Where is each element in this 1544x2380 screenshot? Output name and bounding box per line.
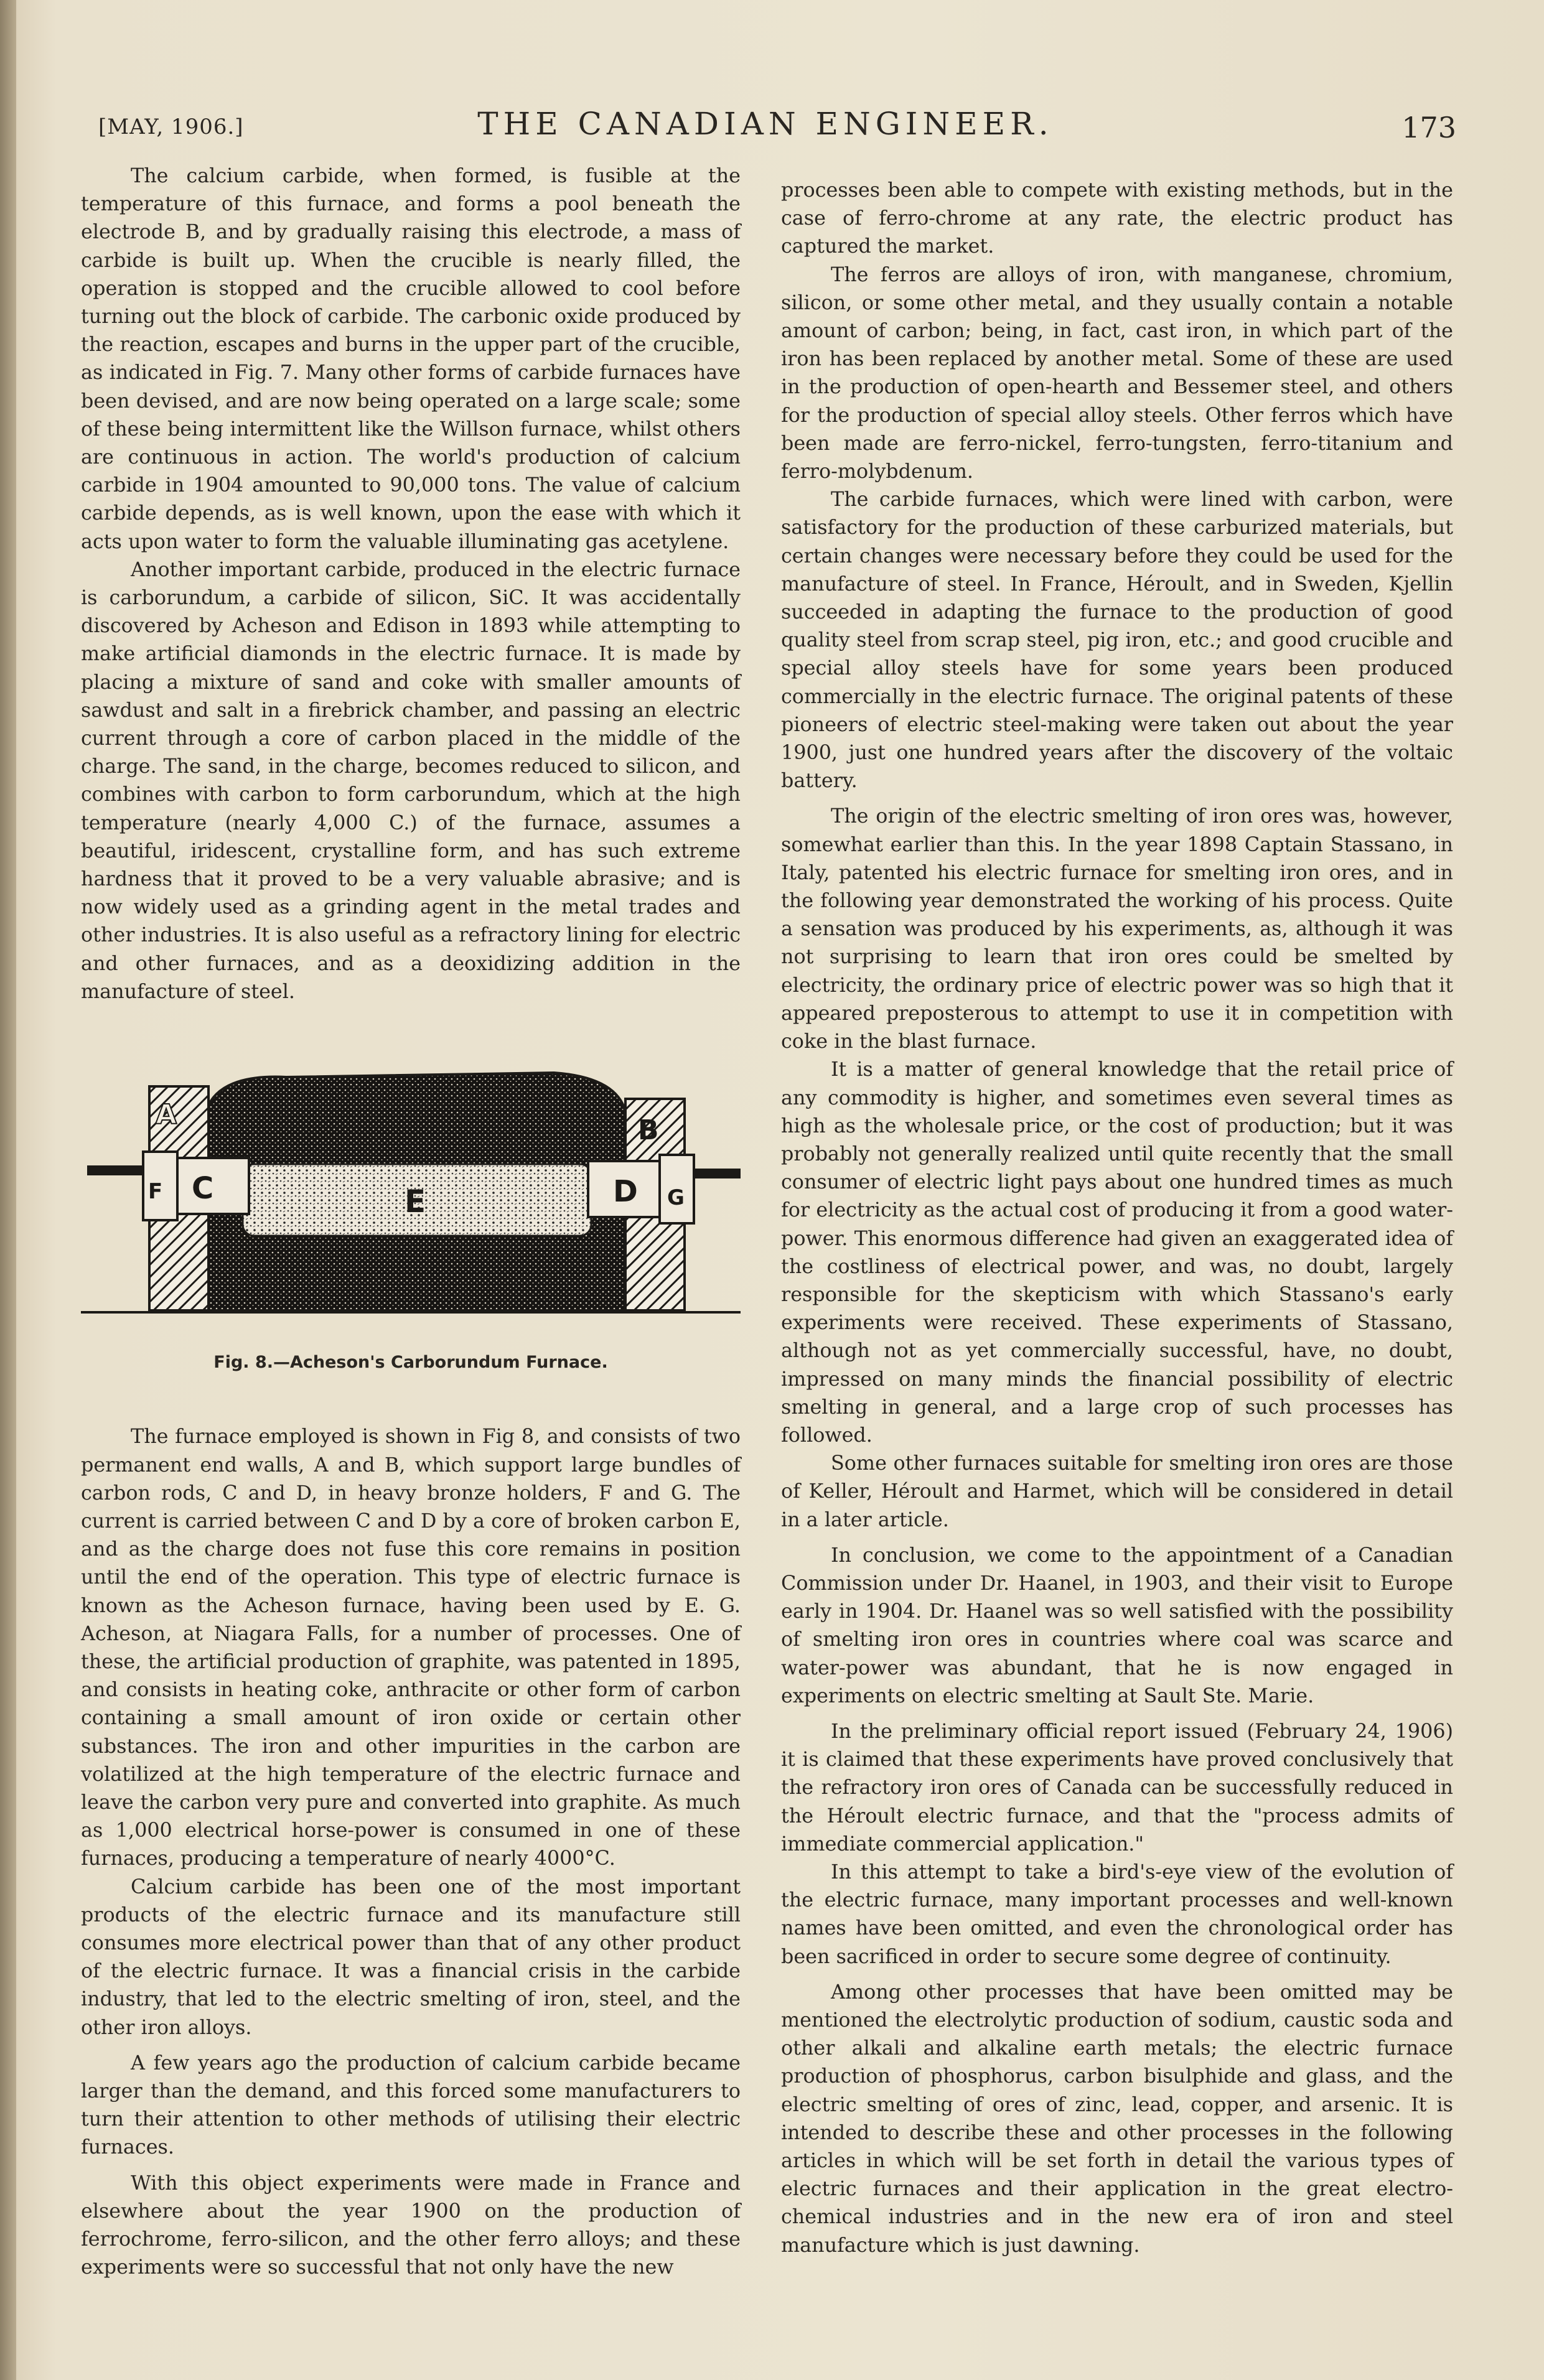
paragraph: A few years ago the production of calcium carbide became larger than the demand, and this forced some manufacturers to turn their attention to other methods of utilising their electric furnaces. (81, 2051, 741, 2159)
figure-caption: Fig. 8.—Acheson's Carborundum Furnace. (213, 1353, 608, 1373)
paragraph: Another important carbide, produced in the electric furnace is carborundum, a carbide of silicon, SiC. It was accidentally discovered by Acheson and Edison in 1893 while attempting to make artificial diamonds in the electric furnace. It is made by placing a mixture of sand and coke with smaller amounts of sawdust and salt in a firebrick chamber, and passing an electric current through a core of carbon placed in the middle of the charge. The sand, in the charge, becomes reduced to silicon, and combines with carbon to form carborundum, which at the high temperature (nearly 4,000 C.) of the furnace, assumes a beautiful, iridescent, crystalline form, and has such extreme hardness that it proved to be a very valuable abrasive; and is now widely used as a grinding agent in the metal trades and other industries. It is also useful as a refractory lining for electric and other furnaces, and as a deoxidizing addition in the manufacture of steel. (81, 558, 741, 1003)
paragraph: The ferros are alloys of iron, with manganese, chromium, silicon, or some other metal, and they usually contain a notable amount of carbon; being, in fact, cast iron, in which part of the iron has been replaced by another metal. Some of these are used in the production of open-hearth and Bessemer steel, and others for the production of special alloy steels. Other ferros which have been made are ferro-nickel, ferro-tungsten, ferro-titanium and ferro-molybdenum. (781, 263, 1453, 483)
journal-title: THE CANADIAN ENGINEER. (477, 106, 1054, 142)
furnace-diagram (81, 1049, 741, 1338)
paragraph: processes been able to compete with existing methods, but in the case of ferro-chrome at any rate, the electric product has captured the market. (781, 179, 1453, 258)
label-b: B (638, 1114, 659, 1147)
label-a: A (156, 1099, 177, 1131)
paragraph: It is a matter of general knowledge that the retail price of any commodity is higher, and sometimes even several times as high as the wholesale price, or the cost of production; but it was probably not generally realized until quite recently that the small consumer of electric light pays about one hundred times as much for electricity as the actual cost of producing it from a good water-power. This enormous difference had given an exaggerated idea of the costliness of electrical power, and was, no doubt, largely responsible for the skepticism with which Stassano's early experiments were received. These experiments of Stassano, although not as yet commercially successful, have, no doubt, impressed on many minds the financial possibility of electric smelting in general, and a large crop of such processes has followed. (781, 1058, 1453, 1447)
label-d: D (613, 1174, 638, 1210)
paragraph: With this object experiments were made in France and elsewhere about the year 1900 on the production of ferrochrome, ferro-silicon, and the other ferro alloys; and these experiments were so successful that not only have the new (81, 2171, 741, 2279)
running-header (75, 106, 1456, 156)
paragraph: In the preliminary official report issued (February 24, 1906) it is claimed that these experiments have proved conclusively that the refractory iron ores of Canada can be successfully reduced in the Héroult electric furnace, and that the "process admits of immediate commercial application." (781, 1719, 1453, 1855)
paragraph: In conclusion, we come to the appointment of a Canadian Commission under Dr. Haanel, in 1903, and their visit to Europe early in 1904. Dr. Haanel was so well satisfied with the possibility of smelting iron ores in countries where coal was scarce and water-power was abundant, that he is now engaged in experiments on electric smelting at Sault Ste. Marie. (781, 1543, 1453, 1707)
paragraph: In this attempt to take a bird's-eye view of the evolution of the electric furnace, many important processes and well-known names have been omitted, and even the chronological order has been sacrificed in order to secure some degree of continuity. (781, 1860, 1453, 1968)
issue-date: [MAY, 1906.] (98, 114, 244, 139)
left-column (81, 162, 741, 2281)
label-c: C (192, 1171, 214, 1206)
paragraph: Among other processes that have been omitted may be mentioned the electrolytic production of sodium, caustic soda and other alkali and alkaline earth metals; the electric furnace production of phosphorus, carbon bisulphide and glass, and the electric smelting of ores of zinc, lead, copper, and arsenic. It is intended to describe these and other processes in the following articles in which will be set forth in detail the various types of electric furnaces and their application in the great electro-chemical industries and in the new era of iron and steel manufacture which is just dawning. (781, 1980, 1453, 2257)
label-f: F (148, 1179, 163, 1205)
right-column (781, 176, 1453, 2259)
paragraph: Some other furnaces suitable for smelting iron ores are those of Keller, Héroult and Harmet, which will be considered in detail in a later article. (781, 1452, 1453, 1531)
binding-gutter (0, 0, 16, 2380)
furnace-figure (81, 1049, 741, 1338)
label-e: E (405, 1183, 426, 1220)
page-number: 173 (1401, 111, 1456, 144)
paragraph: The origin of the electric smelting of iron ores was, however, somewhat earlier than this. In the year 1898 Captain Stassano, in Italy, patented his electric furnace for smelting iron ores, and in the following year demonstrated the working of his process. Quite a sensation was produced by his experiments, as, although it was not surprising to learn that iron ores could be smelted by electricity, the ordinary price of electric power was so high that it appeared preposterous to attempt to use it in competition with coke in the blast furnace. (781, 805, 1453, 1053)
paragraph: The calcium carbide, when formed, is fusible at the temperature of this furnace, and forms a pool beneath the electrode B, and by gradually raising this electrode, a mass of carbide is built up. When the crucible is nearly filled, the operation is stopped and the crucible allowed to cool before turning out the block of carbide. The carbonic oxide produced by the reaction, escapes and burns in the upper part of the crucible, as indicated in Fig. 7. Many other forms of carbide furnaces have been devised, and are now being operated on a large scale; some of these being intermittent like the Willson furnace, whilst others are continuous in action. The world's production of calcium carbide in 1904 amounted to 90,000 tons. The value of calcium carbide depends, as is well known, upon the ease with which it acts upon water to form the valuable illuminating gas acetylene. (81, 164, 741, 553)
paragraph: The carbide furnaces, which were lined with carbon, were satisfactory for the production of these carburized materials, but certain changes were necessary before they could be used for the manufacture of steel. In France, Héroult, and in Sweden, Kjellin succeeded in adapting the furnace to the production of good quality steel from scrap steel, pig iron, etc.; and good crucible and special alloy steels have for some years been produced commercially in the electric furnace. The original patents of these pioneers of electric steel-making were taken out about the year 1900, just one hundred years after the discovery of the voltaic battery. (781, 488, 1453, 793)
paragraph: Calcium carbide has been one of the most important products of the electric furnace and its manufacture still consumes more electrical power than that of any other product of the electric furnace. It was a financial crisis in the carbide industry, that led to the electric smelting of iron, steel, and the other iron alloys. (81, 1875, 741, 2039)
label-g: G (667, 1185, 685, 1211)
paragraph: The furnace employed is shown in Fig 8, and consists of two permanent end walls, A and B, which support large bundles of carbon rods, C and D, in heavy bronze holders, F and G. The current is carried between C and D by a core of broken carbon E, and as the charge does not fuse this core remains in position until the end of the operation. This type of electric furnace is known as the Acheson furnace, having been used by E. G. Acheson, at Niagara Falls, for a number of processes. One of these, the artificial production of graphite, was patented in 1895, and consists in heating coke, anthracite or other form of carbon containing a small amount of iron oxide or certain other substances. The iron and other impurities in the carbon are volatilized at the high temperature of the electric furnace and leave the carbon very pure and converted into graphite. As much as 1,000 electrical horse-power is consumed in one of these furnaces, producing a temperature of nearly 4000°C. (81, 1425, 741, 1870)
